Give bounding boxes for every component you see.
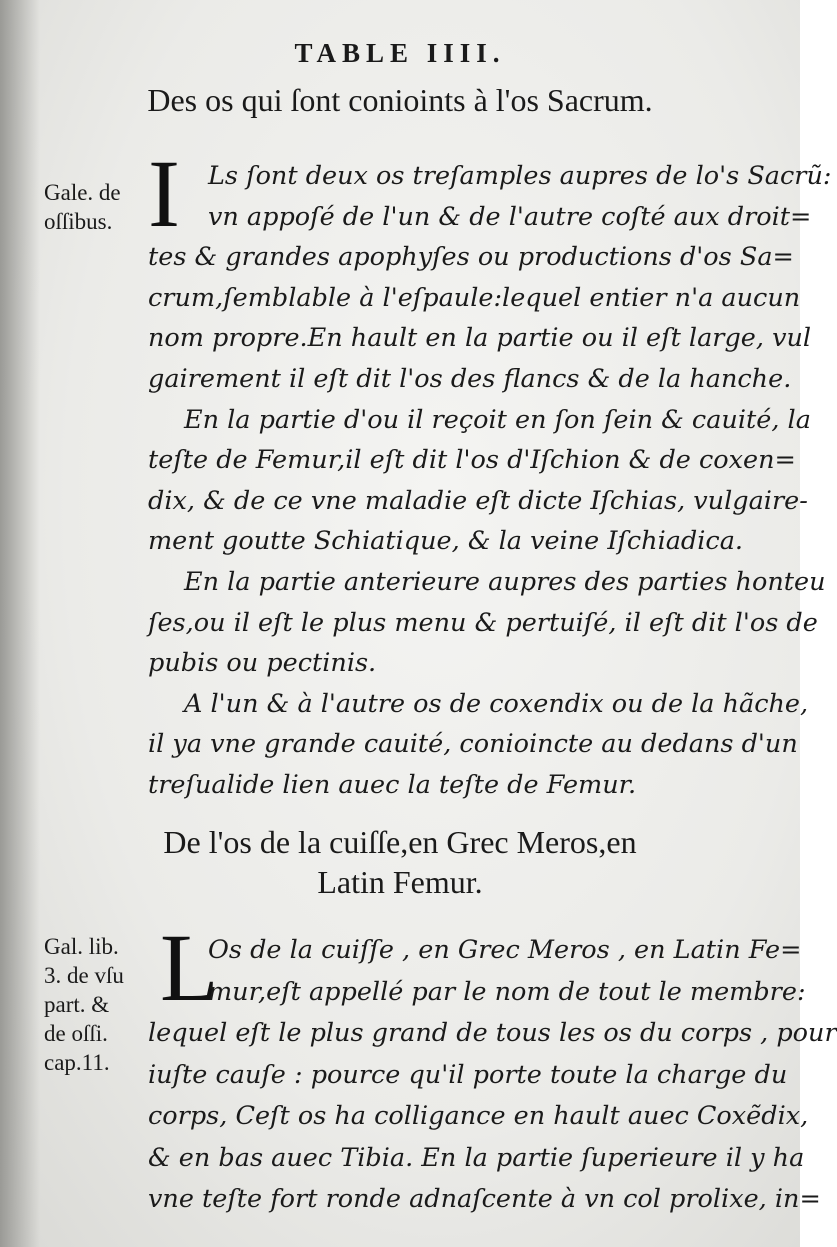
text-line: nom propre.En hault en la partie ou il eſt large, vul — [148, 323, 812, 354]
body-text — [148, 930, 837, 1221]
text-line: mur,eſt appellé par le nom de tout le membre: — [208, 976, 806, 1007]
text-line: Os de la cuiſſe , en Grec Meros , en Latin Fe= — [208, 935, 802, 965]
text-line: crum,ſemblable à l'eſpaule:lequel entier n'a aucun — [148, 282, 801, 313]
text-line: treſualide lien auec la teſte de Femur. — [148, 769, 637, 800]
text-line: tes & grandes apophyſes ou productions d'os Sa= — [148, 242, 794, 273]
text-line: En la partie d'ou il reçoit en ſon ſein & cauité, la — [184, 404, 811, 435]
body-text — [148, 156, 832, 806]
text-line: il ya vne grande cauité, conioincte au dedans d'un — [148, 729, 798, 760]
drop-cap: L — [160, 914, 219, 1021]
page-edge-shadow — [0, 0, 40, 1247]
text-line: corps, Ceſt os ha colligance en hault auec Coxẽdix, — [148, 1101, 809, 1131]
margin-note-line: de oſſi. — [44, 1021, 108, 1046]
text-line: ſes,ou il eſt le plus menu & pertuiſé, il eſt dit l'os de — [148, 607, 818, 638]
section-title — [0, 822, 800, 902]
text-line: Ls ſont deux os treſamples aupres de lo's Sacrũ: — [208, 161, 832, 191]
text-line: pubis ou pectinis. — [148, 648, 377, 679]
margin-note — [44, 932, 154, 1077]
text-line: vne teſte fort ronde adnaſcente à vn col prolixe, in= — [148, 1184, 821, 1214]
text-line: dix, & de ce vne maladie eſt dicte Iſchias, vulgaire- — [148, 485, 808, 516]
text-line: En la partie anterieure aupres des parties honteu — [184, 566, 826, 597]
margin-note-line: Gale. de — [44, 180, 121, 205]
margin-note-line: Gal. lib. — [44, 934, 119, 959]
text-line: teſte de Femur,il eſt dit l'os d'Iſchion & de coxen= — [148, 445, 796, 476]
text-line: vn appoſé de l'un & de l'autre coſté aux droit= — [208, 201, 812, 232]
margin-note-line: cap.11. — [44, 1050, 110, 1075]
margin-note — [44, 178, 154, 236]
text-line: gairement il eſt dit l'os des flancs & de la hanche. — [148, 363, 792, 394]
text-line: lequel eſt le plus grand de tous les os du corps , pour — [148, 1018, 837, 1048]
text-line: ment goutte Schiatique, & la veine Iſchiadica. — [148, 526, 744, 557]
text-line: & en bas auec Tibia. En la partie ſuperieure il y ha — [148, 1142, 805, 1173]
margin-note-line: oſſibus. — [44, 209, 113, 234]
text-line: A l'un & à l'autre os de coxendix ou de la hãche, — [184, 688, 809, 719]
section-title-line: Latin Femur. — [317, 864, 483, 900]
running-head: TABLE IIII. — [294, 38, 506, 68]
margin-note-line: part. & — [44, 992, 110, 1017]
margin-note-line: 3. de vſu — [44, 963, 124, 988]
section-title-line: De l'os de la cuiſſe,en Grec Meros,en — [163, 824, 637, 860]
drop-cap: I — [148, 140, 180, 247]
text-line: iuſte cauſe : pource qu'il porte toute la charge du — [148, 1059, 788, 1090]
section-title: Des os qui ſont conioints à l'os Sacrum. — [147, 82, 653, 118]
